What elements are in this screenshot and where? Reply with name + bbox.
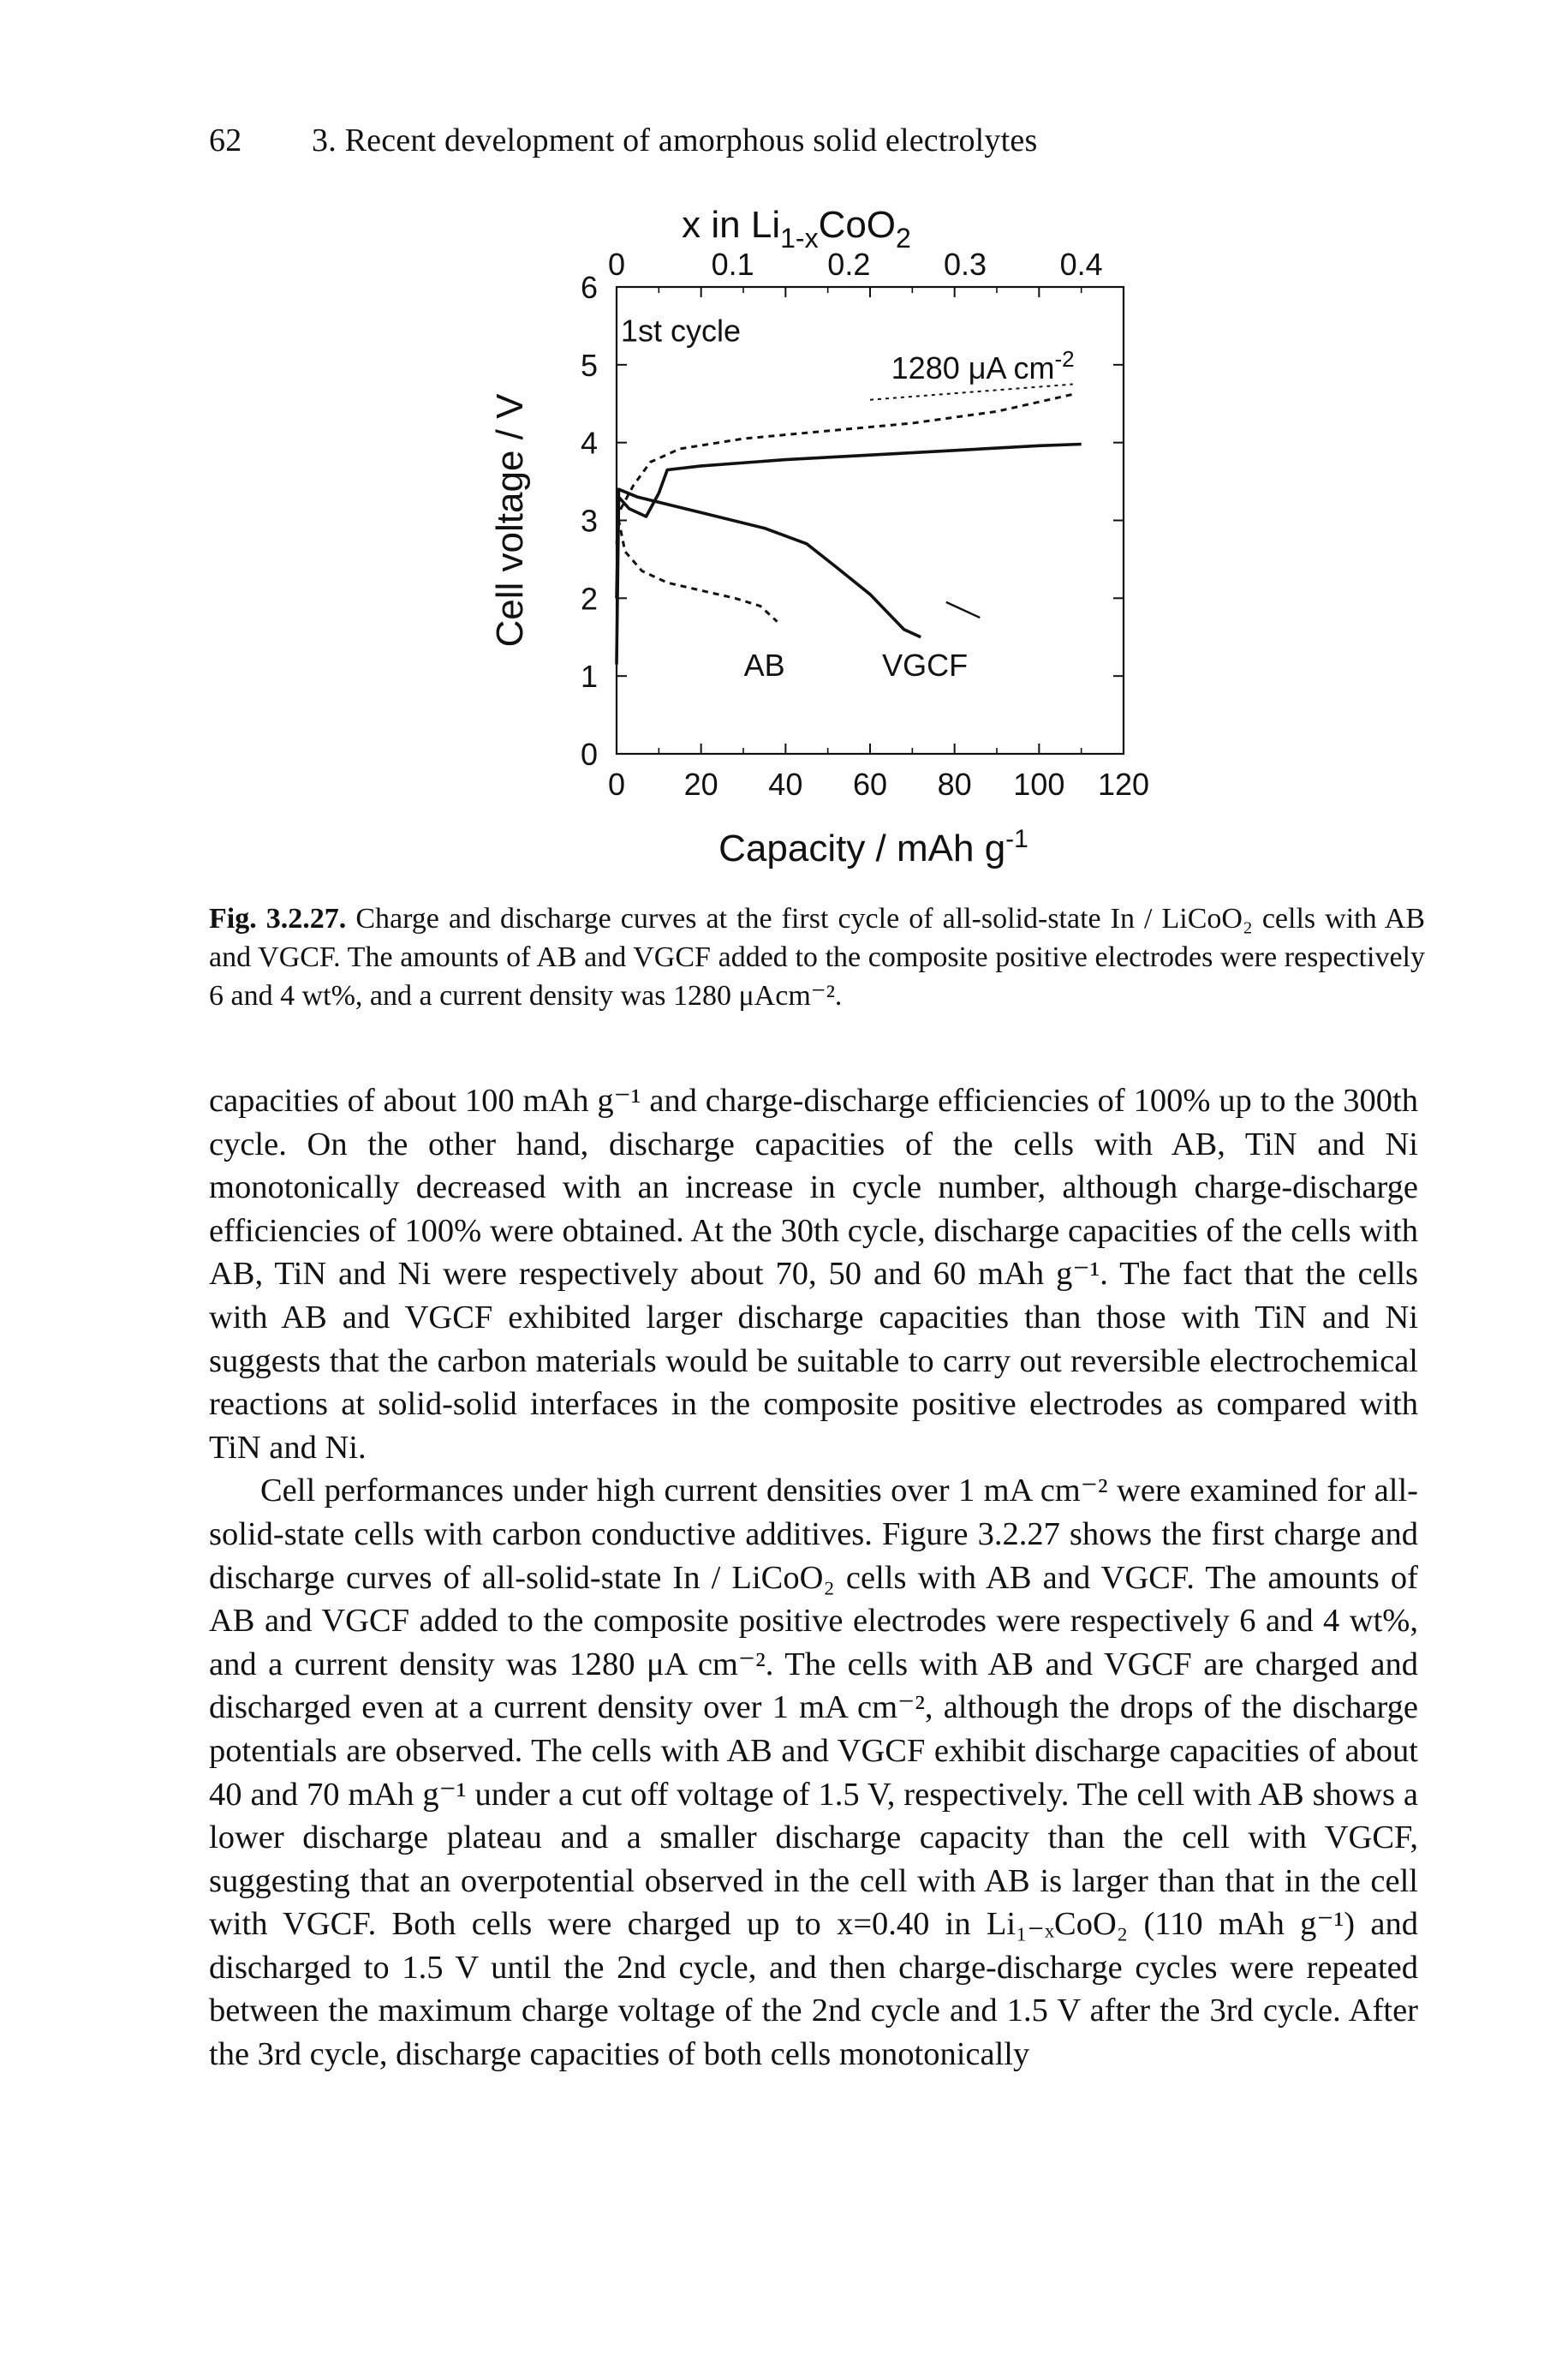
y-axis-label: Cell voltage / V (489, 393, 531, 648)
vgcf-pointer (946, 602, 980, 618)
series-group (617, 385, 1082, 665)
series-line-vgcf-charge (617, 445, 1082, 665)
caption-text: Charge and discharge curves at the first cycle of all-solid-state In / LiCoO₂ cells with AB and VGCF. The amounts of AB and VGCF added to the composite positive electrodes were respectively 6 and 4 wt%, and a current density was 1280 μAcm⁻². (209, 903, 1426, 1012)
x-tick-label: 40 (768, 767, 803, 802)
top-tick-label: 0.3 (943, 247, 987, 282)
y-tick-label: 5 (580, 347, 598, 383)
y-tick-label: 1 (580, 659, 598, 695)
top-tick-label: 0.1 (711, 247, 754, 282)
figure-chart (462, 193, 1182, 878)
x-axis-label: Capacity / mAh $g^{-1}$ (718, 825, 1028, 869)
series-line-ab-charge (617, 394, 1073, 598)
annotation-vgcf: VGCF (882, 648, 969, 684)
top-tick-label: 0.2 (827, 247, 871, 282)
annotation-current-density: 1280 μA $cm^{-2}$ (891, 346, 1075, 386)
y-tick-label: 6 (580, 270, 598, 305)
y-tick-label: 0 (580, 737, 598, 772)
series-line-ab-discharge (617, 521, 778, 622)
top-axis-title: x in $Li_{1-x}CoO_2$ (682, 204, 911, 254)
figure-caption (209, 899, 1425, 1015)
x-tick-label: 120 (1097, 767, 1150, 802)
y-tick-label: 4 (580, 425, 598, 461)
top-tick-label: 0 (607, 247, 626, 282)
section-title: 3. Recent development of amorphous solid electrolytes (312, 122, 1038, 158)
x-tick-label: 60 (852, 767, 888, 802)
x-tick-label: 100 (1013, 767, 1065, 802)
page-number: 62 (209, 122, 242, 158)
current-density-leader (870, 385, 1073, 400)
annotation-1st-cycle: 1st cycle (620, 313, 741, 349)
x-tick-label: 0 (607, 767, 626, 802)
annotation-ab: AB (743, 648, 785, 684)
y-tick-label: 2 (580, 581, 598, 617)
body-paragraph-1: capacities of about 100 mAh g⁻¹ and charge-discharge efficiencies of 100% up to the 300th cycle. On the other hand, discharge capacities of the cells with AB, TiN and Ni monotonically decreased with an increase in cycle number, although charge-discharge efficiencies of 100% were obtained. At the 30th cycle, discharge capacities of the cells with AB, TiN and Ni were respectively about 70, 50 and 60 mAh g⁻¹. The fact that the cells with AB and VGCF exhibited larger discharge capacities than those with TiN and Ni suggests that the carbon materials would be suitable to carry out reversible electrochemical reactions at solid-solid interfaces in the composite positive electrodes as compared with TiN and Ni. (209, 1083, 1418, 1466)
x-tick-label: 20 (683, 767, 718, 802)
caption-label: Fig. 3.2.27. (209, 903, 347, 935)
x-tick-label: 80 (937, 767, 972, 802)
y-tick-label: 3 (580, 503, 598, 539)
running-head (209, 122, 1037, 159)
top-tick-label: 0.4 (1059, 247, 1103, 282)
body-text (209, 1079, 1418, 2076)
body-paragraph-2: Cell performances under high current densities over 1 mA cm⁻² were examined for all-solid-state cells with carbon conductive additives. Figure 3.2.27 shows the first charge and discharge curves of all-solid-state In / LiCoO₂ cells with AB and VGCF. The amounts of AB and VGCF added to the composite positive electrodes were respectively 6 and 4 wt%, and a current density was 1280 μA cm⁻². The cells with AB and VGCF are charged and discharged even at a current density over 1 mA cm⁻², although the drops of the discharge potentials are observed. The cells with AB and VGCF exhibit discharge capacities of about 40 and 70 mAh g⁻¹ under a cut off voltage of 1.5 V, respectively. The cell with AB shows a lower discharge plateau and a smaller discharge capacity than the cell with VGCF, suggesting that an overpotential observed in the cell with AB is larger than that in the cell with VGCF. Both cells were charged up to x=0.40 in Li₁₋ₓCoO₂ (110 mAh g⁻¹) and discharged to 1.5 V until the 2nd cycle, and then charge-discharge cycles were repeated between the maximum charge voltage of the 2nd cycle and 1.5 V after the 3rd cycle. After the 3rd cycle, discharge capacities of both cells monotonically (209, 1473, 1418, 2073)
